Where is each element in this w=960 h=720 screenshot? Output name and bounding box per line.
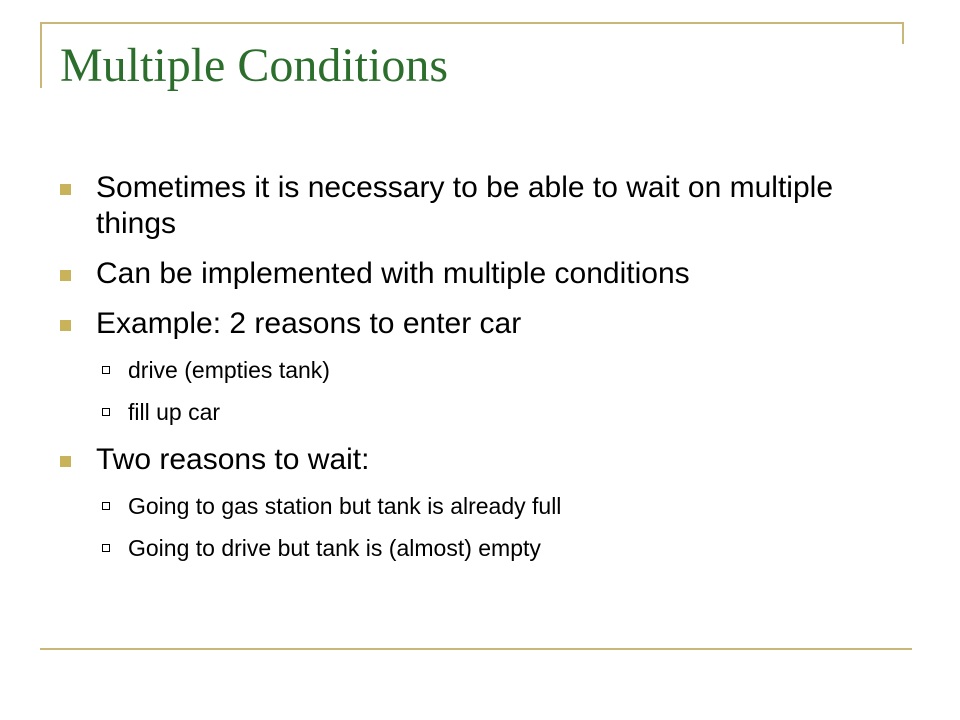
sub-bullet-item <box>60 398 900 426</box>
bullet-item <box>60 442 900 478</box>
hollow-square-bullet-icon <box>102 502 110 510</box>
frame-left-line <box>40 22 42 88</box>
bullet-text: Two reasons to wait: <box>96 443 370 476</box>
sub-bullet-text: Going to drive but tank is (almost) empty <box>128 535 541 561</box>
sub-bullet-item <box>60 534 900 562</box>
bullet-item <box>60 306 900 342</box>
bullet-item <box>60 256 900 292</box>
hollow-square-bullet-icon <box>102 544 110 552</box>
sub-bullet-item <box>60 492 900 520</box>
bullet-text: Can be implemented with multiple conditions <box>96 257 690 290</box>
hollow-square-bullet-icon <box>102 408 110 416</box>
sub-bullet-text: fill up car <box>128 399 221 425</box>
frame-right-line <box>902 22 904 44</box>
square-bullet-icon <box>60 320 71 331</box>
bullet-text: Sometimes it is necessary to be able to wait on multiple things <box>96 171 834 240</box>
square-bullet-icon <box>60 456 71 467</box>
bullet-item <box>60 170 900 242</box>
sub-bullet-text: drive (empties tank) <box>128 357 330 383</box>
bullet-text: Example: 2 reasons to enter car <box>96 307 522 340</box>
frame-top-line <box>40 22 904 24</box>
slide-title: Multiple Conditions <box>60 39 449 92</box>
frame-bottom-line <box>40 648 912 650</box>
sub-bullet-item <box>60 356 900 384</box>
square-bullet-icon <box>60 270 71 281</box>
hollow-square-bullet-icon <box>102 366 110 374</box>
sub-bullet-text: Going to gas station but tank is already full <box>128 493 562 519</box>
square-bullet-icon <box>60 184 71 195</box>
bullet-list <box>60 170 900 576</box>
